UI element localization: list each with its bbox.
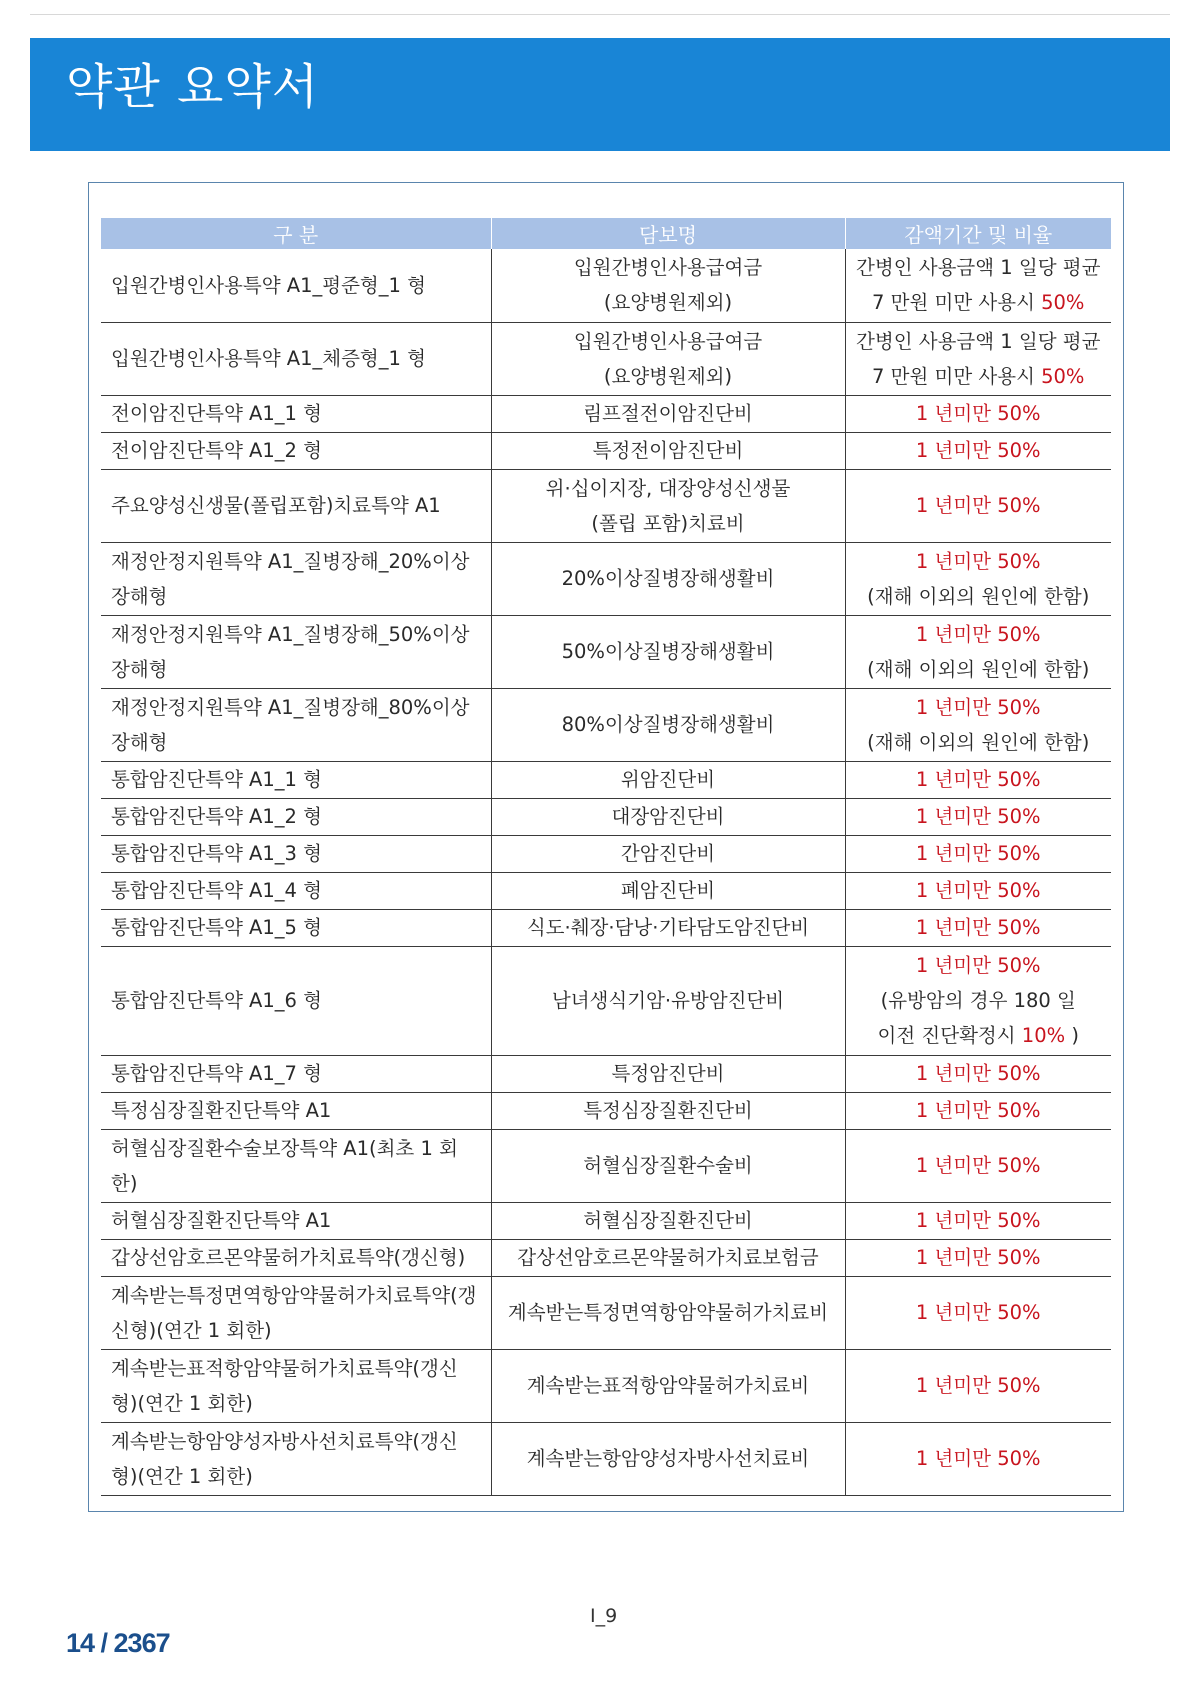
benefit-line: 입원간병인사용급여금 — [573, 256, 763, 280]
rider-name-line: 입원간병인사용특약 A1_평준형_1 형 — [111, 273, 426, 297]
rider-name-line: 전이암진단특약 A1_2 형 — [111, 439, 322, 462]
rider-name-line: 계속받는항암양성자방사선치료특약(갱신 — [111, 1429, 458, 1453]
benefit-line: 위암진단비 — [620, 768, 716, 791]
rider-name-line: 재정안정지원특약 A1_질병장해_20%이상 — [111, 549, 470, 573]
rider-name-cell — [101, 249, 491, 322]
reduction-line — [850, 1093, 1108, 1128]
benefit-cell — [491, 249, 845, 322]
rider-name-cell — [101, 1422, 491, 1495]
table-row — [101, 688, 1111, 761]
reduction-cell — [845, 946, 1111, 1055]
reduction-cell — [845, 1202, 1111, 1239]
reduction-line — [850, 799, 1108, 834]
top-rule — [30, 14, 1170, 15]
reduction-line — [850, 652, 1108, 687]
rider-name-line: 입원간병인사용특약 A1_체증형_1 형 — [111, 347, 426, 370]
table-body — [101, 249, 1111, 1495]
table-row — [101, 1055, 1111, 1092]
reduction-text: 간병인 사용금액 1 일당 평균 — [856, 256, 1101, 280]
rider-name-cell — [101, 1055, 491, 1092]
benefit-line: 대장암진단비 — [611, 805, 725, 828]
page-number: 14 / 2367 — [66, 1628, 170, 1658]
reduction-line — [850, 762, 1108, 797]
benefit-cell — [491, 432, 845, 469]
benefit-cell — [491, 872, 845, 909]
reduction-line — [850, 579, 1108, 614]
header-category: 구 분 — [101, 218, 491, 249]
benefit-cell — [491, 542, 845, 615]
benefit-line: 특정전이암진단비 — [592, 439, 744, 462]
reduction-cell — [845, 835, 1111, 872]
rider-name-line: 주요양성신생물(폴립포함)치료특약 A1 — [111, 494, 441, 517]
reduction-rate: 1 년미만 50% — [915, 1374, 1041, 1397]
reduction-rate: 1 년미만 50% — [915, 549, 1041, 573]
reduction-rate: 1 년미만 50% — [915, 954, 1041, 977]
table-row — [101, 615, 1111, 688]
table-row — [101, 395, 1111, 432]
terms-summary-table — [101, 218, 1111, 1496]
benefit-cell — [491, 1276, 845, 1349]
rider-name-line: 통합암진단특약 A1_4 형 — [111, 879, 322, 902]
reduction-line — [850, 1295, 1108, 1330]
reduction-line — [850, 873, 1108, 908]
rider-name-line: 신형)(연간 1 회한) — [111, 1318, 272, 1342]
header-reduction: 감액기간 및 비율 — [845, 218, 1111, 249]
reduction-line — [850, 396, 1108, 431]
benefit-line: 계속받는표적항암약물허가치료비 — [526, 1374, 810, 1397]
benefit-cell — [491, 395, 845, 432]
benefit-cell — [491, 909, 845, 946]
reduction-cell — [845, 688, 1111, 761]
reduction-cell — [845, 249, 1111, 322]
reduction-line — [850, 1018, 1108, 1053]
reduction-rate: 10% — [1021, 1024, 1066, 1047]
benefit-line: (요양병원제외) — [603, 291, 733, 315]
rider-name-cell — [101, 469, 491, 542]
rider-name-line: 재정안정지원특약 A1_질병장해_80%이상 — [111, 695, 470, 719]
reduction-text: 7 만원 미만 사용시 — [872, 291, 1042, 315]
reduction-text: (재해 이외의 원인에 한함) — [867, 730, 1090, 754]
reduction-text: 이전 진단확정시 — [877, 1024, 1022, 1047]
reduction-line — [850, 250, 1108, 285]
reduction-text: 7 만원 미만 사용시 — [872, 364, 1042, 388]
benefit-line: 특정암진단비 — [611, 1062, 725, 1085]
rider-name-line: 허혈심장질환진단특약 A1 — [111, 1209, 332, 1232]
reduction-cell — [845, 1276, 1111, 1349]
rider-name-line: 형)(연간 1 회한) — [111, 1391, 253, 1415]
rider-name-line: 재정안정지원특약 A1_질병장해_50%이상 — [111, 622, 470, 646]
benefit-line: 입원간병인사용급여금 — [573, 329, 763, 353]
reduction-rate: 1 년미만 50% — [915, 439, 1041, 462]
table-row — [101, 322, 1111, 395]
reduction-cell — [845, 1239, 1111, 1276]
table-row — [101, 542, 1111, 615]
benefit-cell — [491, 1349, 845, 1422]
rider-name-line: 장해형 — [111, 657, 168, 681]
rider-name-line: 통합암진단특약 A1_6 형 — [111, 989, 322, 1012]
reduction-line — [850, 1203, 1108, 1238]
table-row — [101, 1422, 1111, 1495]
benefit-line: 20%이상질병장해생활비 — [561, 567, 775, 590]
reduction-line — [850, 836, 1108, 871]
reduction-rate: 1 년미만 50% — [915, 1447, 1041, 1470]
reduction-rate: 50% — [1041, 364, 1085, 388]
benefit-line: 식도·췌장·담낭·기타담도암진단비 — [526, 916, 810, 939]
reduction-line — [850, 359, 1108, 394]
table-row — [101, 946, 1111, 1055]
reduction-line — [850, 488, 1108, 523]
benefit-cell — [491, 946, 845, 1055]
reduction-line — [850, 285, 1108, 320]
reduction-cell — [845, 322, 1111, 395]
reduction-rate: 1 년미만 50% — [915, 879, 1041, 902]
table-row — [101, 1349, 1111, 1422]
benefit-line: 갑상선암호르몬약물허가치료보험금 — [517, 1246, 819, 1269]
table-row — [101, 1239, 1111, 1276]
reduction-text: (유방암의 경우 180 일 — [880, 989, 1076, 1012]
header-benefit: 담보명 — [491, 218, 845, 249]
benefit-line: 허혈심장질환진단비 — [583, 1209, 753, 1232]
rider-name-cell — [101, 542, 491, 615]
reduction-rate: 1 년미만 50% — [915, 916, 1041, 939]
benefit-cell — [491, 615, 845, 688]
reduction-cell — [845, 1055, 1111, 1092]
rider-name-line: 통합암진단특약 A1_2 형 — [111, 805, 322, 828]
benefit-line: (요양병원제외) — [603, 364, 733, 388]
reduction-cell — [845, 615, 1111, 688]
rider-name-line: 통합암진단특약 A1_5 형 — [111, 916, 322, 939]
reduction-line — [850, 1368, 1108, 1403]
rider-name-cell — [101, 395, 491, 432]
rider-name-cell — [101, 322, 491, 395]
table-row — [101, 835, 1111, 872]
reduction-line — [850, 1240, 1108, 1275]
rider-name-cell — [101, 1129, 491, 1202]
reduction-cell — [845, 1092, 1111, 1129]
reduction-rate: 1 년미만 50% — [915, 805, 1041, 828]
reduction-cell — [845, 432, 1111, 469]
reduction-cell — [845, 542, 1111, 615]
rider-name-line: 특정심장질환진단특약 A1 — [111, 1099, 332, 1122]
reduction-cell — [845, 1422, 1111, 1495]
table-row — [101, 761, 1111, 798]
rider-name-cell — [101, 1239, 491, 1276]
rider-name-cell — [101, 432, 491, 469]
rider-name-cell — [101, 1276, 491, 1349]
benefit-cell — [491, 1202, 845, 1239]
benefit-cell — [491, 835, 845, 872]
table-header-row — [101, 218, 1111, 249]
table-row — [101, 872, 1111, 909]
title-banner — [30, 38, 1170, 151]
reduction-cell — [845, 1129, 1111, 1202]
rider-name-line: 형)(연간 1 회한) — [111, 1464, 253, 1488]
reduction-rate: 1 년미만 50% — [915, 494, 1041, 517]
benefit-cell — [491, 761, 845, 798]
reduction-line — [850, 725, 1108, 760]
benefit-line: (폴립 포함)치료비 — [591, 511, 745, 535]
table-row — [101, 1092, 1111, 1129]
benefit-cell — [491, 1092, 845, 1129]
benefit-cell — [491, 1239, 845, 1276]
rider-name-cell — [101, 1349, 491, 1422]
benefit-line: 특정심장질환진단비 — [583, 1099, 753, 1122]
benefit-line: 간암진단비 — [620, 842, 716, 865]
reduction-rate: 1 년미만 50% — [915, 1301, 1041, 1324]
rider-name-line: 장해형 — [111, 730, 168, 754]
rider-name-cell — [101, 1092, 491, 1129]
benefit-line: 계속받는특정면역항암약물허가치료비 — [507, 1301, 829, 1324]
reduction-line — [850, 433, 1108, 468]
rider-name-line: 장해형 — [111, 584, 168, 608]
reduction-cell — [845, 872, 1111, 909]
rider-name-line: 통합암진단특약 A1_3 형 — [111, 842, 322, 865]
rider-name-cell — [101, 798, 491, 835]
reduction-line — [850, 983, 1108, 1018]
table-row — [101, 432, 1111, 469]
reduction-text: (재해 이외의 원인에 한함) — [867, 657, 1090, 681]
reduction-cell — [845, 798, 1111, 835]
reduction-line — [850, 690, 1108, 725]
reduction-rate: 1 년미만 50% — [915, 402, 1041, 425]
benefit-line: 위·십이지장, 대장양성신생물 — [545, 476, 791, 500]
table-row — [101, 798, 1111, 835]
benefit-line: 허혈심장질환수술비 — [583, 1154, 753, 1177]
rider-name-line: 계속받는표적항암약물허가치료특약(갱신 — [111, 1356, 458, 1380]
reduction-cell — [845, 909, 1111, 946]
rider-name-line: 계속받는특정면역항암약물허가치료특약(갱 — [111, 1283, 477, 1307]
rider-name-line: 통합암진단특약 A1_7 형 — [111, 1062, 322, 1085]
reduction-line — [850, 324, 1108, 359]
benefit-cell — [491, 688, 845, 761]
reduction-line — [850, 1056, 1108, 1091]
benefit-line: 남녀생식기암·유방암진단비 — [551, 989, 785, 1012]
reduction-line — [850, 1441, 1108, 1476]
reduction-cell — [845, 761, 1111, 798]
rider-name-line: 허혈심장질환수술보장특약 A1(최초 1 회 — [111, 1136, 458, 1160]
benefit-cell — [491, 469, 845, 542]
benefit-cell — [491, 322, 845, 395]
rider-name-line: 통합암진단특약 A1_1 형 — [111, 768, 322, 791]
benefit-cell — [491, 1055, 845, 1092]
table-row — [101, 469, 1111, 542]
table-row — [101, 249, 1111, 322]
reduction-line — [850, 948, 1108, 983]
rider-name-cell — [101, 872, 491, 909]
rider-name-cell — [101, 761, 491, 798]
table-row — [101, 1202, 1111, 1239]
reduction-tail: ) — [1065, 1024, 1079, 1047]
reduction-rate: 1 년미만 50% — [915, 622, 1041, 646]
rider-name-cell — [101, 615, 491, 688]
benefit-line: 50%이상질병장해생활비 — [561, 640, 775, 663]
reduction-text: (재해 이외의 원인에 한함) — [867, 584, 1090, 608]
reduction-rate: 1 년미만 50% — [915, 1154, 1041, 1177]
reduction-rate: 1 년미만 50% — [915, 1246, 1041, 1269]
benefit-line: 폐암진단비 — [620, 879, 716, 902]
benefit-cell — [491, 798, 845, 835]
rider-name-line: 갑상선암호르몬약물허가치료특약(갱신형) — [111, 1246, 466, 1269]
table-row — [101, 1276, 1111, 1349]
reduction-line — [850, 910, 1108, 945]
reduction-rate: 1 년미만 50% — [915, 842, 1041, 865]
reduction-rate: 1 년미만 50% — [915, 1209, 1041, 1232]
reduction-line — [850, 617, 1108, 652]
rider-name-cell — [101, 909, 491, 946]
benefit-line: 림프절전이암진단비 — [583, 402, 753, 425]
page-mark: I_9 — [590, 1605, 618, 1627]
rider-name-cell — [101, 946, 491, 1055]
rider-name-line: 전이암진단특약 A1_1 형 — [111, 402, 322, 425]
rider-name-cell — [101, 1202, 491, 1239]
reduction-cell — [845, 469, 1111, 542]
reduction-rate: 1 년미만 50% — [915, 695, 1041, 719]
rider-name-line: 한) — [111, 1171, 138, 1195]
reduction-text: 간병인 사용금액 1 일당 평균 — [856, 329, 1101, 353]
reduction-rate: 1 년미만 50% — [915, 1099, 1041, 1122]
rider-name-cell — [101, 835, 491, 872]
reduction-line — [850, 1148, 1108, 1183]
page-title: 약관 요약서 — [66, 59, 320, 115]
benefit-line: 80%이상질병장해생활비 — [561, 713, 775, 736]
table-row — [101, 909, 1111, 946]
table-row — [101, 1129, 1111, 1202]
benefit-cell — [491, 1422, 845, 1495]
benefit-line: 계속받는항암양성자방사선치료비 — [526, 1447, 810, 1470]
reduction-rate: 1 년미만 50% — [915, 1062, 1041, 1085]
reduction-cell — [845, 395, 1111, 432]
reduction-rate: 1 년미만 50% — [915, 768, 1041, 791]
reduction-line — [850, 544, 1108, 579]
reduction-rate: 50% — [1041, 291, 1085, 315]
reduction-cell — [845, 1349, 1111, 1422]
benefit-cell — [491, 1129, 845, 1202]
rider-name-cell — [101, 688, 491, 761]
